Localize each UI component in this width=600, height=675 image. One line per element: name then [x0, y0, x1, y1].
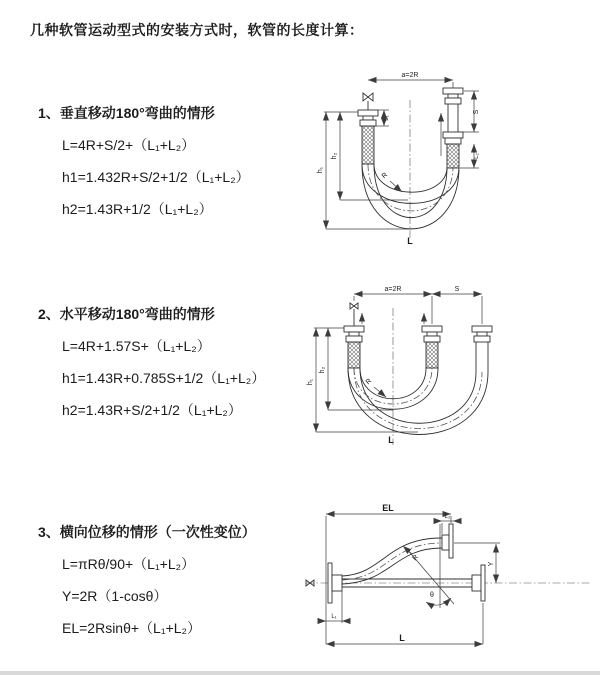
- formula-h2: h2=1.43R+1/2（L₁+L₂）: [62, 201, 213, 217]
- dim-h1-label: h₁: [307, 378, 314, 386]
- scan-edge: [0, 671, 600, 675]
- moved-fitting: [472, 326, 492, 372]
- length-label: L: [388, 435, 394, 445]
- formula-length: L=4R+1.57S+（L₁+L₂）: [62, 338, 211, 354]
- formula-h1: h1=1.43R+0.785S+1/2（L₁+L₂）: [62, 370, 266, 386]
- dim-s-label: S: [473, 109, 480, 115]
- dim-h1-label: h₁: [317, 166, 324, 174]
- hose-curves: [362, 164, 459, 229]
- formula-length: L=πRθ/90+（L₁+L₂）: [62, 556, 196, 572]
- dim-y-label: Y: [488, 561, 495, 567]
- dim-h2-label: h₂: [319, 366, 326, 374]
- left-flange: [328, 563, 342, 603]
- dim-el-label: EL: [382, 503, 394, 513]
- dim-s-label: S: [454, 286, 460, 293]
- right-fitting: [443, 88, 463, 168]
- dim-h2-label: h₂: [331, 152, 338, 160]
- radius-leader: [374, 387, 386, 397]
- left-fitting: [344, 326, 364, 368]
- angle-label: θ: [430, 592, 434, 599]
- hose-centerline: [368, 164, 453, 211]
- hose-curves: [348, 368, 488, 435]
- dim-a2r-label: a=2R: [384, 286, 402, 293]
- middle-fitting: [422, 326, 442, 368]
- diagram-lateral-displacement: [296, 496, 600, 664]
- hose-curve: [342, 524, 453, 584]
- length-label: L: [407, 236, 413, 246]
- radius-label: R: [380, 171, 390, 181]
- dim-l1-label: L₁: [384, 115, 390, 121]
- radius-label: R: [411, 553, 421, 563]
- section-heading: 1、垂直移动180°弯曲的情形: [38, 105, 215, 121]
- section-heading: 2、水平移动180°弯曲的情形: [38, 306, 215, 322]
- diagram-vertical-bend: [310, 66, 592, 260]
- section-horizontal-bend: [38, 304, 308, 426]
- formula-el: EL=2Rsinθ+（L₁+L₂）: [62, 620, 201, 636]
- radius-label: R: [364, 377, 374, 387]
- formula-h1: h1=1.432R+S/2+1/2（L₁+L₂）: [62, 169, 250, 185]
- dim-a2r-label: a=2R: [401, 72, 419, 79]
- section-heading: 3、横向位移的情形（一次性变位）: [38, 524, 256, 540]
- valve-bowtie-icon: [363, 93, 373, 110]
- dim-l2-label: L₂: [444, 514, 451, 520]
- formula-h2: h2=1.43R+S/2+1/2（L₁+L₂）: [62, 402, 242, 418]
- dim-l1-label: L₁: [331, 614, 337, 620]
- formula-length: L=4R+S/2+（L₁+L₂）: [62, 137, 196, 153]
- hose-centerline-moved: [354, 368, 482, 429]
- diagram-horizontal-bend: [302, 280, 594, 462]
- dim-l2-label: L₂: [474, 153, 480, 159]
- formula-y: Y=2R（1-cosθ）: [62, 588, 168, 604]
- left-fitting: [358, 110, 378, 164]
- section-lateral-displacement: [38, 522, 308, 644]
- page-title: 几种软管运动型式的安装方式时，软管的长度计算：: [30, 22, 364, 38]
- section-vertical-bend: [38, 103, 308, 225]
- valve-bowtie-icon: [350, 303, 358, 326]
- length-label: L: [399, 633, 405, 643]
- radius-leader: [403, 546, 412, 554]
